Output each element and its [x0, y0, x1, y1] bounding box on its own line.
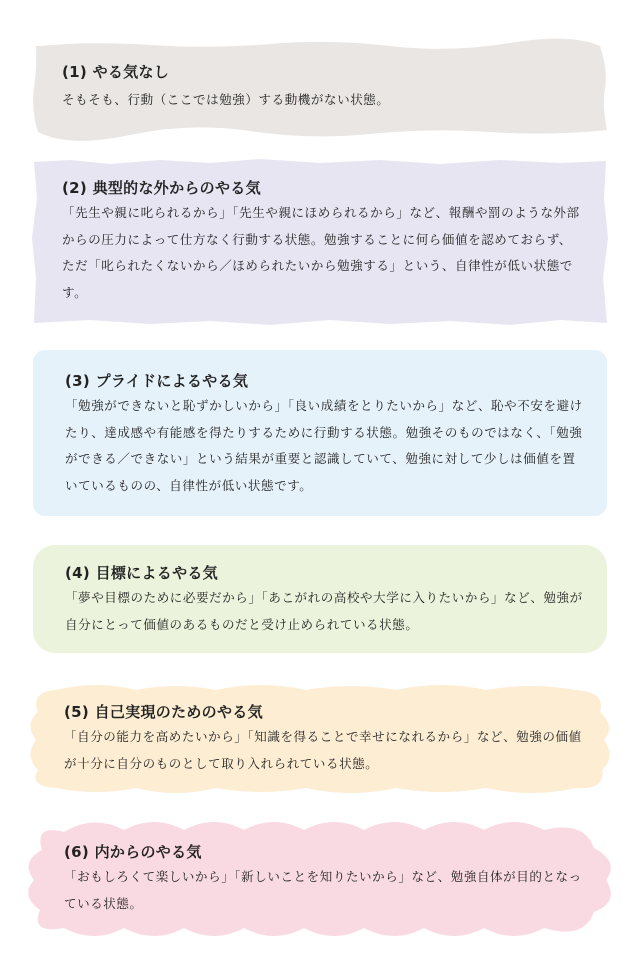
- card-4-title: (4) 目標によるやる気: [65, 564, 218, 582]
- motivation-card-4: [33, 545, 607, 653]
- card-1-title: (1) やる気なし: [62, 63, 170, 81]
- card-5-body: 「自分の能力を高めたいから」「知識を得ることで幸せになれるから」など、勉強の価値が十分に自分のものとして取り入れられている状態。: [64, 729, 582, 771]
- card-2-body: 「先生や親に叱られるから」「先生や親にほめられるから」など、報酬や罰のような外部からの圧力によって仕方なく行動する状態。勉強することに何ら価値を認めておらず、ただ「叱られたくないから／ほめられたいから勉強する」という、自律性が低い状態です。: [62, 205, 580, 300]
- card-3-title: (3) プライドによるやる気: [65, 372, 249, 390]
- motivation-card-2: [30, 158, 608, 326]
- card-4-body: 「夢や目標のために必要だから」「あこがれの高校や大学に入りたいから」など、勉強が自分にとって価値のあるものだと受け止められている状態。: [65, 590, 583, 632]
- card-6-title: (6) 内からのやる気: [64, 843, 202, 861]
- card-5-title: (5) 自己実現のためのやる気: [64, 703, 263, 721]
- card-3-body: 「勉強ができないと恥ずかしいから」「良い成績をとりたいから」など、恥や不安を避けたり、達成感や有能感を得たりするために行動する状態。勉強そのものではなく、「勉強ができる／できない」という結果が重要と認識していて、勉強に対して少しは価値を置いているものの、自律性が低い状態です。: [65, 398, 583, 493]
- motivation-card-6: [24, 818, 616, 940]
- motivation-card-1: [30, 40, 608, 136]
- card-6-body: 「おもしろくて楽しいから」「新しいことを知りたいから」など、勉強自体が目的となっている状態。: [64, 869, 582, 911]
- motivation-card-5: [26, 682, 614, 796]
- motivation-card-3: [33, 350, 607, 516]
- card-2-title: (2) 典型的な外からのやる気: [62, 179, 261, 197]
- card-1-body: そもそも、行動（ここでは勉強）する動機がない状態。: [62, 92, 390, 107]
